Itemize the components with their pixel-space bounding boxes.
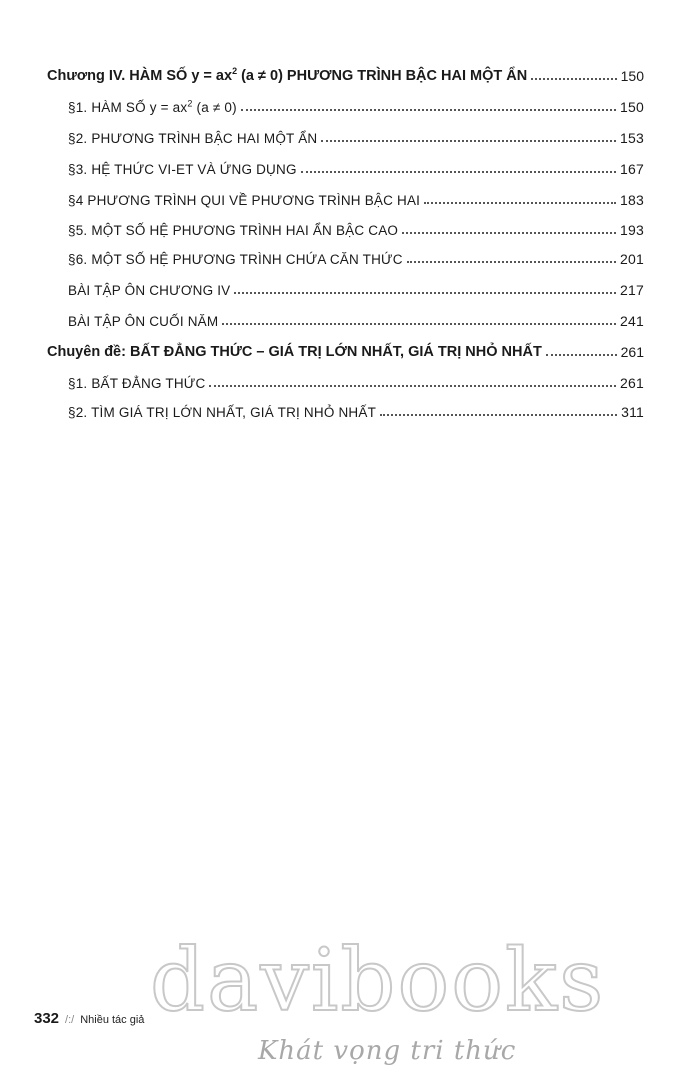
footer-author: Nhiều tác giả — [80, 1014, 145, 1026]
dot-leader — [241, 108, 616, 111]
dot-leader — [424, 201, 616, 204]
toc-entry-title: §3. HỆ THỨC VI-ET VÀ ỨNG DỤNG — [68, 162, 297, 177]
toc-entry-page: 201 — [620, 251, 644, 267]
toc-entry-page: 261 — [620, 375, 644, 391]
toc-entry-page: 311 — [621, 404, 644, 420]
toc-entry-title: §2. TÌM GIÁ TRỊ LỚN NHẤT, GIÁ TRỊ NHỎ NHẤT — [68, 405, 377, 420]
toc-entry-title: §5. MỘT SỐ HỆ PHƯƠNG TRÌNH HAI ẨN BẬC CAO — [68, 223, 399, 238]
toc-chapter-iv[interactable] — [47, 62, 644, 84]
toc-section-5[interactable] — [68, 216, 644, 238]
toc-special-topic[interactable] — [47, 338, 644, 360]
toc-entry-title: BÀI TẬP ÔN CHƯƠNG IV — [68, 283, 231, 298]
dot-leader — [546, 353, 617, 356]
toc-entry-title: §4 PHƯƠNG TRÌNH QUI VỀ PHƯƠNG TRÌNH BẬC HAI — [68, 193, 421, 208]
toc-entry-page: 153 — [620, 130, 644, 146]
dot-leader — [222, 322, 616, 325]
dot-leader — [301, 170, 616, 173]
dot-leader — [402, 231, 616, 234]
watermark-logo: davibooks — [150, 931, 606, 1031]
dot-leader — [321, 139, 616, 142]
dot-leader — [531, 77, 616, 80]
dot-leader — [234, 291, 616, 294]
toc-section-1[interactable] — [68, 93, 644, 115]
toc-section-2[interactable] — [68, 124, 644, 146]
dot-leader — [209, 384, 616, 387]
toc-section-6[interactable] — [68, 245, 644, 267]
toc-entry-page: 193 — [620, 222, 644, 238]
toc-entry-page: 167 — [620, 161, 644, 177]
toc-section-4[interactable] — [68, 186, 644, 208]
toc-entry-title: §6. MỘT SỐ HỆ PHƯƠNG TRÌNH CHỨA CĂN THỨC — [68, 252, 403, 267]
toc-entry-title: Chuyên đề: BẤT ĐẲNG THỨC – GIÁ TRỊ LỚN NHẤT, GIÁ TRỊ NHỎ NHẤT — [47, 344, 542, 360]
toc-entry-title: BÀI TẬP ÔN CUỐI NĂM — [68, 314, 219, 329]
toc-entry-page: 183 — [620, 192, 644, 208]
toc-entry-page: 150 — [620, 99, 644, 115]
toc-review-final[interactable] — [68, 307, 644, 329]
toc-review-chapter-iv[interactable] — [68, 276, 644, 298]
toc-topic-section-1[interactable] — [68, 369, 644, 391]
toc-topic-section-2[interactable] — [68, 398, 644, 420]
toc-entry-page: 217 — [620, 282, 644, 298]
toc-entry-page: 261 — [620, 344, 644, 360]
dot-leader — [380, 413, 617, 416]
toc-entry-title: §1. BẤT ĐẲNG THỨC — [68, 376, 206, 391]
toc-entry-title: Chương IV. HÀM SỐ $y = ax^2$ (a ≠ 0) PHƯƠNG TRÌNH BẬC HAI MỘT ẨN — [47, 66, 528, 84]
footer-separator: /:/ — [65, 1014, 75, 1026]
toc-entry-title: §1. HÀM SỐ $y = ax^2$ (a ≠ 0) — [68, 98, 237, 115]
watermark — [150, 931, 606, 1066]
dot-leader — [407, 260, 616, 263]
toc-section-3[interactable] — [68, 155, 644, 177]
toc-entry-page: 241 — [620, 313, 644, 329]
watermark-tagline: Khát vọng tri thức — [258, 1036, 517, 1066]
page-number: 332 — [34, 1010, 60, 1027]
page-footer — [34, 1010, 144, 1027]
toc-entry-title: §2. PHƯƠNG TRÌNH BẬC HAI MỘT ẨN — [68, 131, 318, 146]
toc-entry-page: 150 — [620, 68, 644, 84]
